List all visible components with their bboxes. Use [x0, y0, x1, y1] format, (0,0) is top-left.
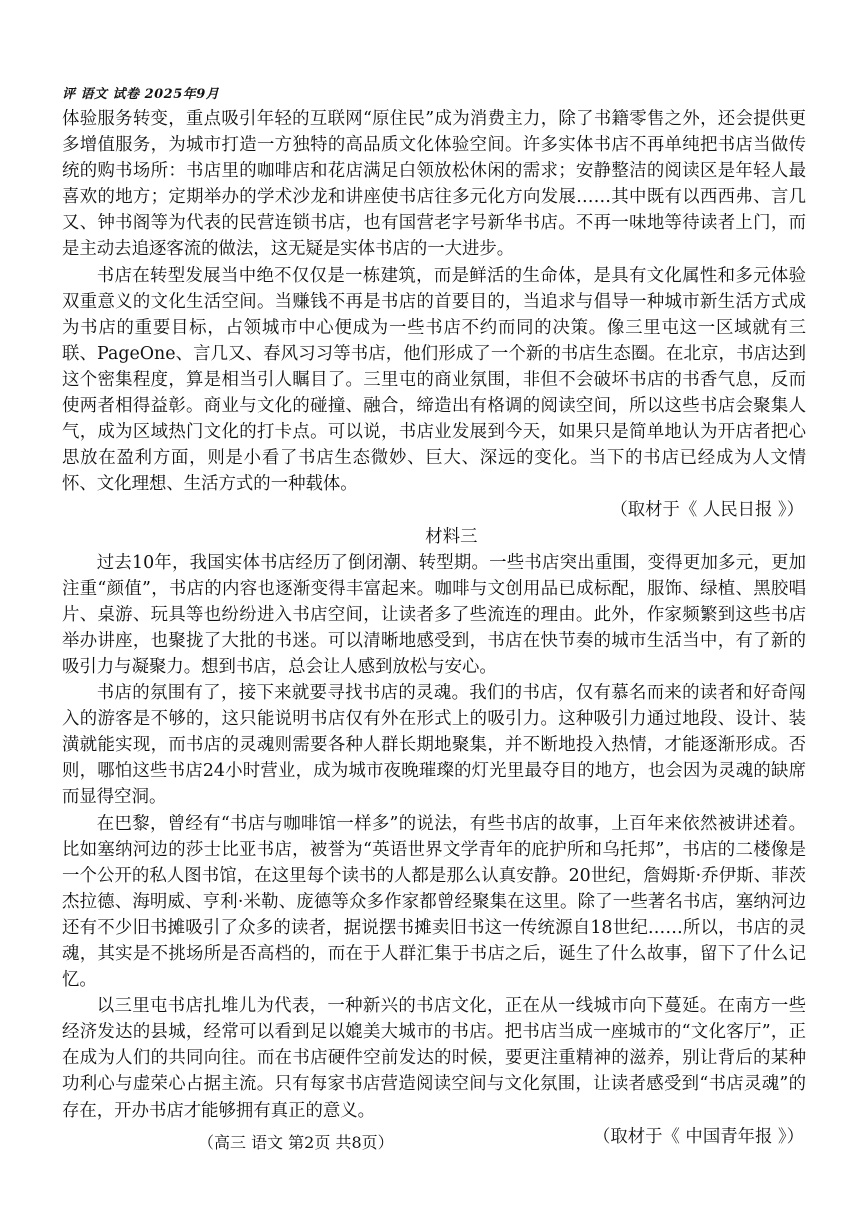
- material2-source: （取材于《 人民日报 》）: [610, 500, 804, 521]
- material2-paragraph-continued: 体验服务转变，重点吸引年轻的互联网“原住民”成为消费主力，除了书籍零售之外，还会提供更多增值服务，为城市打造一方独特的高品质文化体验空间。许多实体书店不再单纯把书店当做传统的购书场所：书店里的咖啡店和花店满足白领放松休闲的需求；安静整洁的阅读区是年轻人最喜欢的地方；定期举办的学术沙龙和讲座使书店往多元化方向发展……其中既有以西西弗、言几又、钟书阁等为代表的民营连锁书店，也有国营老字号新华书店。不再一味地等待读者上门，而是主动去追逐客流的做法，这无疑是实体书店的一大进步。: [62, 109, 806, 260]
- material3-paragraph-3: 在巴黎，曾经有“书店与咖啡馆一样多”的说法，有些书店的故事，上百年来依然被讲述着。比如塞纳河边的莎士比亚书店，被誉为“英语世界文学青年的庇护所和乌托邦”，书店的二楼像是一个公开的私人图书馆，在这里每个读书的人都是那么认真安静。20世纪，詹姆斯·乔伊斯、菲茨杰拉德、海明威、亨利·米勒、庞德等众多作家都曾经聚集在这里。除了一些著名书店，塞纳河边还有不少旧书摊吸引了众多的读者，据说摆书摊卖旧书这一传统源自18世纪……所以，书店的灵魂，其实是不挑场所是否高档的，而在于人群汇集于书店之后，诞生了什么故事，留下了什么记忆。: [62, 813, 806, 991]
- page-footer: （高三 语文 第2页 共8页）: [198, 1133, 394, 1152]
- material3-title: 材料三: [425, 526, 478, 547]
- material3-paragraph-2: 书店的氛围有了，接下来就要寻找书店的灵魂。我们的书店，仅有慕名而来的读者和好奇闯入的游客是不够的，这只能说明书店仅有外在形式上的吸引力。这种吸引力通过地段、设计、装潢就能实现，而书店的灵魂则需要各种人群长期地聚集，并不断地投入热情，才能逐渐形成。否则，哪怕这些书店24小时营业，成为城市夜晚璀璨的灯光里最夺目的地方，也会因为灵魂的缺席而显得空洞。: [62, 683, 806, 808]
- page-header: 评 语文 试卷 2025年9月: [62, 87, 220, 102]
- material3-paragraph-1: 过去10年，我国实体书店经历了倒闭潮、转型期。一些书店突出重围，变得更加多元，更加注重“颜值”，书店的内容也逐渐变得丰富起来。咖啡与文创用品已成标配，服饰、绿植、黑胶唱片、桌游、玩具等也纷纷进入书店空间，让读者多了些流连的理由。此外，作家频繁到这些书店举办讲座，也聚拢了大批的书迷。可以清晰地感受到，书店在快节奏的城市生活当中，有了新的吸引力与凝聚力。想到书店，总会让人感到放松与安心。: [62, 552, 806, 677]
- article-body: [62, 106, 806, 1150]
- material2-paragraph-2: 书店在转型发展当中绝不仅仅是一栋建筑，而是鲜活的生命体，是具有文化属性和多元体验双重意义的文化生活空间。当赚钱不再是书店的首要目的，当追求与倡导一种城市新生活方式成为书店的重要目标，占领城市中心便成为一些书店不约而同的决策。像三里屯这一区域就有三联、PageOne、言几又、春风习习等书店，他们形成了一个新的书店生态圈。在北京，书店达到这个密集程度，算是相当引人瞩目了。三里屯的商业氛围，非但不会破坏书店的书香气息，反而使两者相得益彰。商业与文化的碰撞、融合，缔造出有格调的阅读空间，所以这些书店会聚集人气，成为区域热门文化的打卡点。可以说，书店业发展到今天，如果只是简单地认为开店者把心思放在盈利方面，则是小看了书店生态微妙、巨大、深远的变化。当下的书店已经成为人文情怀、文化理想、生活方式的一种载体。: [62, 265, 806, 495]
- material3-source: （取材于《 中国青年报 》）: [592, 1126, 804, 1147]
- material3-paragraph-4: 以三里屯书店扎堆儿为代表，一种新兴的书店文化，正在从一线城市向下蔓延。在南方一些经济发达的县城，经常可以看到足以媲美大城市的书店。把书店当成一座城市的“文化客厅”，正在成为人们的共同向往。而在书店硬件空前发达的时候，要更注重精神的滋养，别让背后的某种功利心与虚荣心占据主流。只有每家书店营造阅读空间与文化氛围，让读者感受到“书店灵魂”的存在，开办书店才能够拥有真正的意义。: [62, 996, 806, 1121]
